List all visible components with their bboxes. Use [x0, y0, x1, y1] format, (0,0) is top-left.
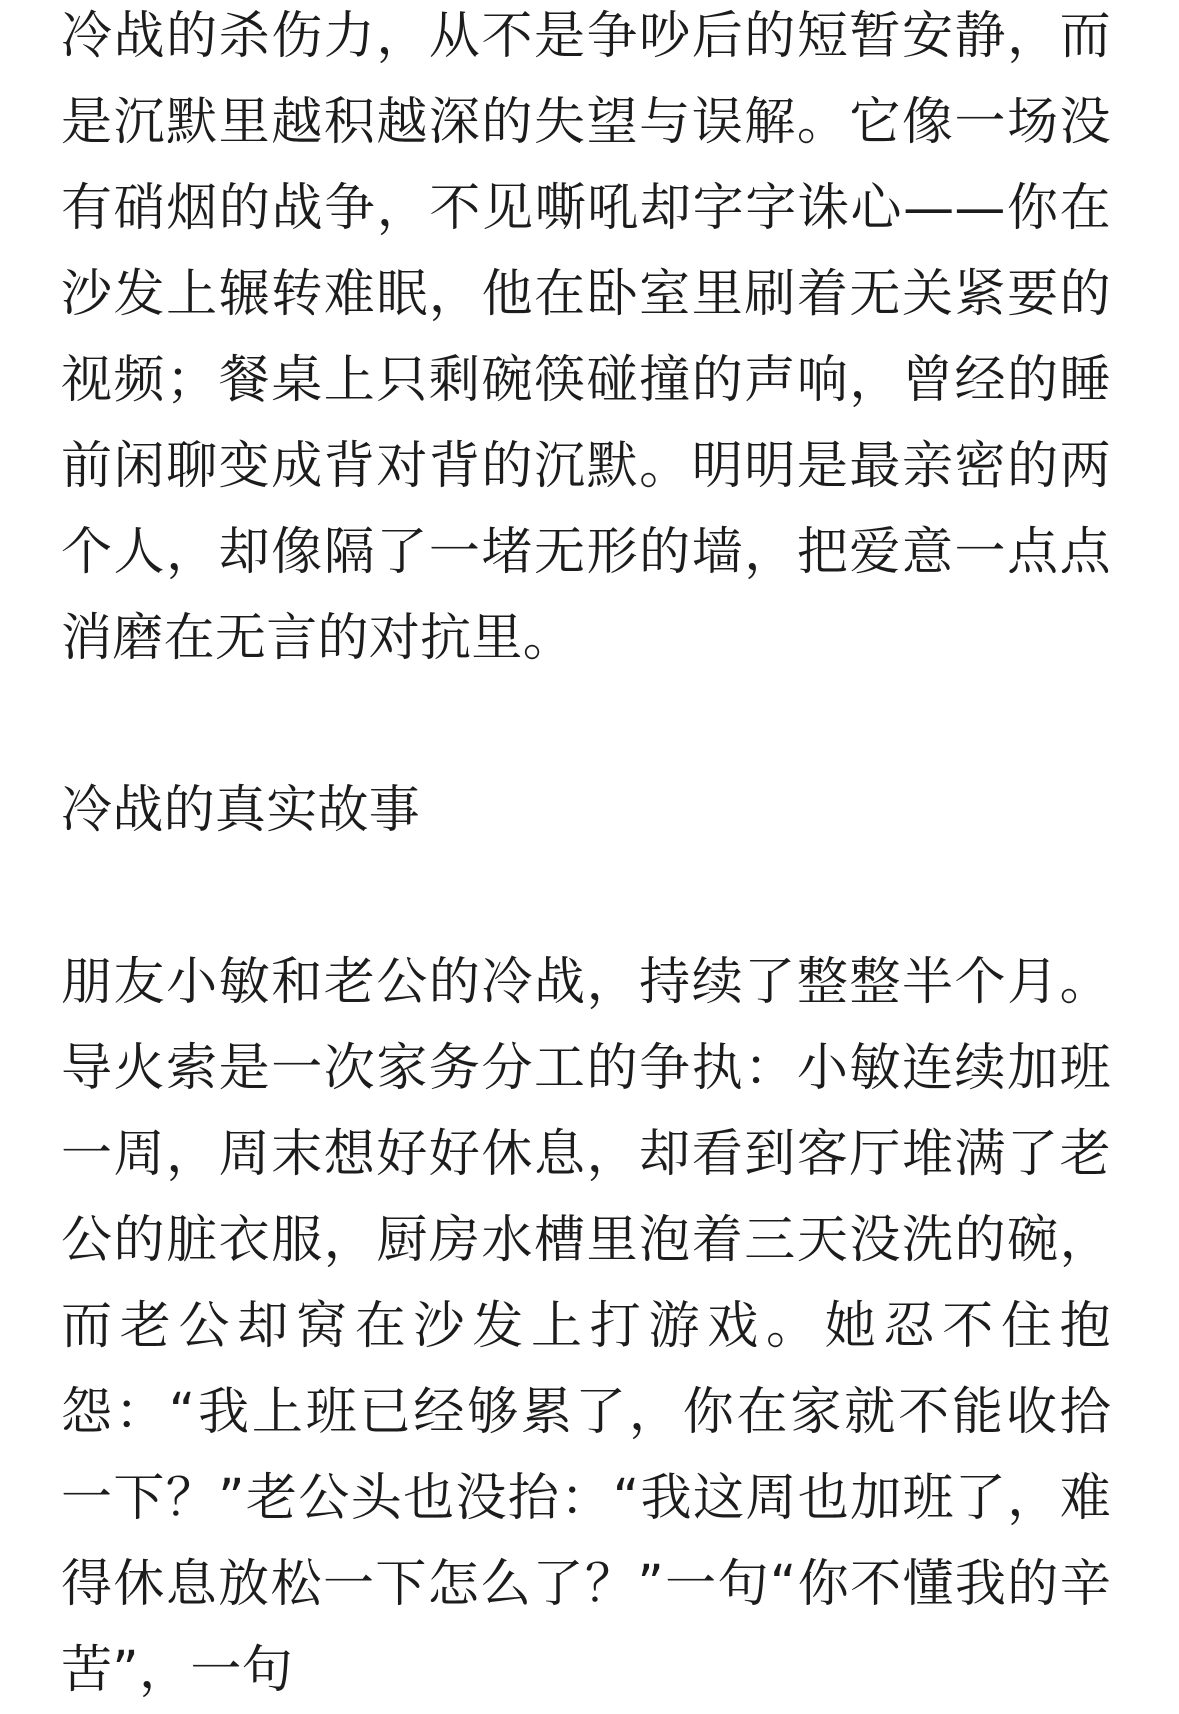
article-body	[61, 0, 1111, 1714]
article-paragraph: 朋友小敏和老公的冷战，持续了整整半个月。导火索是一次家务分工的争执：小敏连续加班一周，周末想好好休息，却看到客厅堆满了老公的脏衣服，厨房水槽里泡着三天没洗的碗，而老公却窝在沙发上打游戏。她忍不住抱怨：“我上班已经够累了，你在家就不能收拾一下？”老公头也没抬：“我这周也加班了，难得休息放松一下怎么了？”一句“你不懂我的辛苦”，一句	[61, 953, 1111, 1700]
paragraph-spacer	[61, 682, 1111, 768]
article-paragraph: 冷战的杀伤力，从不是争吵后的短暂安静，而是沉默里越积越深的失望与误解。它像一场没有硝烟的战争，不见嘶吼却字字诛心——你在沙发上辗转难眠，他在卧室里刷着无关紧要的视频；餐桌上只剩碗筷碰撞的声响，曾经的睡前闲聊变成背对背的沉默。明明是最亲密的两个人，却像隔了一堵无形的墙，把爱意一点点消磨在无言的对抗里。	[61, 7, 1111, 668]
paragraph-spacer	[61, 854, 1111, 940]
section-heading: 冷战的真实故事	[61, 781, 421, 840]
